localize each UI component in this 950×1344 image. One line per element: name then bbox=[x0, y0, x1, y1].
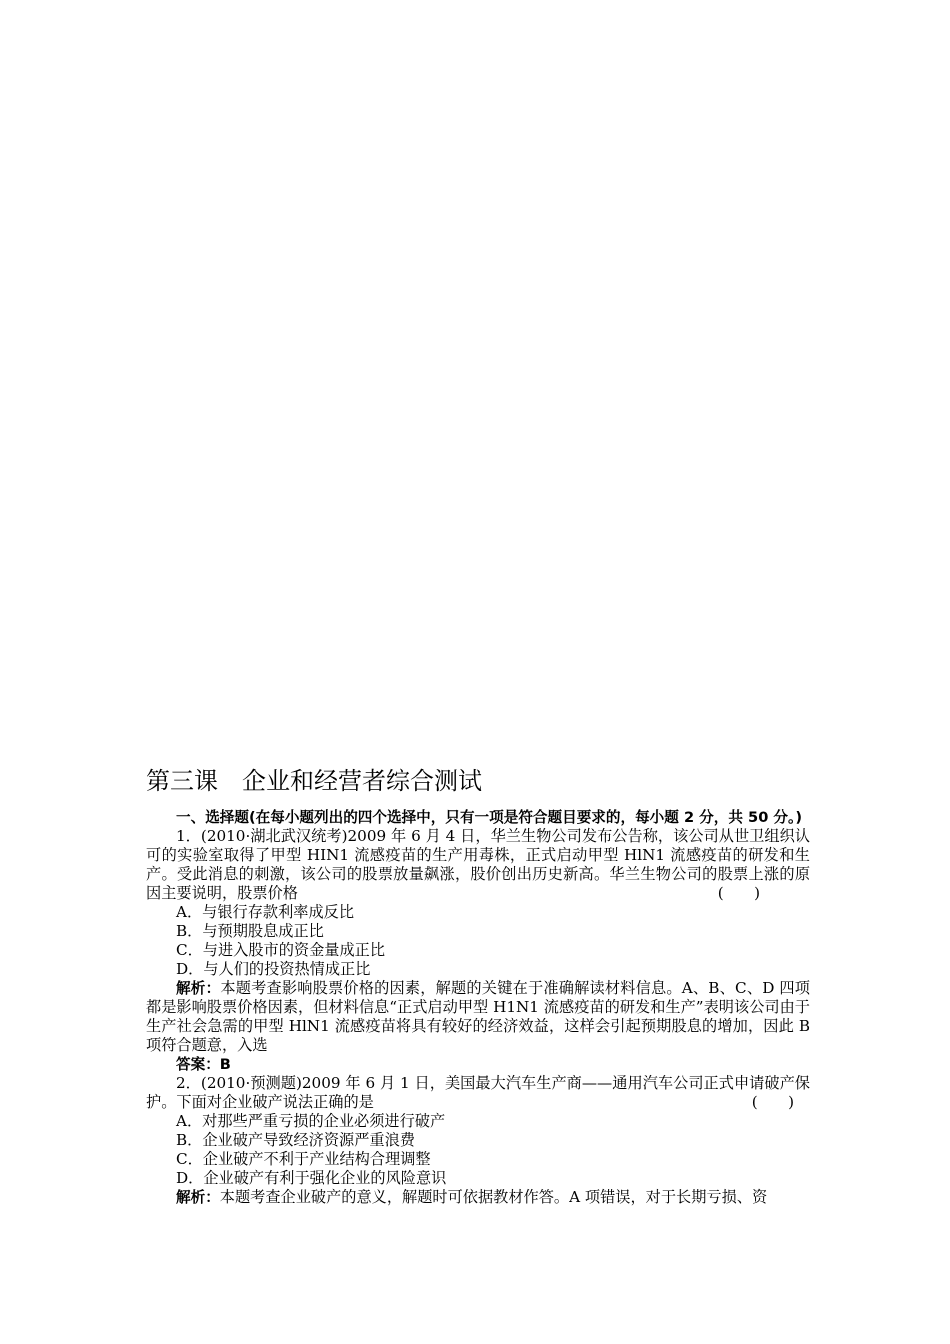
question-2 bbox=[146, 1074, 810, 1207]
question-stem-text: 2．(2010·预测题)2009 年 6 月 1 日，美国最大汽车生产商——通用汽车公司正式申请破产保护。下面对企业破产说法正确的是 bbox=[146, 1074, 810, 1111]
answer bbox=[146, 1055, 810, 1074]
question-stem bbox=[146, 1074, 810, 1112]
analysis-label: 解析： bbox=[176, 1189, 220, 1206]
analysis bbox=[146, 979, 810, 1055]
document-body bbox=[146, 808, 810, 1207]
analysis-label: 解析： bbox=[176, 980, 221, 997]
option-c: C．与进入股市的资金量成正比 bbox=[176, 941, 386, 959]
analysis-text: 本题考查企业破产的意义，解题时可依据教材作答。A 项错误，对于长期亏损、资 bbox=[219, 1188, 768, 1206]
option-b: B．企业破产导致经济资源严重浪费 bbox=[176, 1131, 415, 1149]
option-c: C．企业破产不利于产业结构合理调整 bbox=[176, 1150, 431, 1168]
analysis-text: 本题考查影响股票价格的因素，解题的关键在于准确解读材料信息。A、B、C、D 四项都是影响股票价格因素，但材料信息“正式启动甲型 H1N1 流感疫苗的研发和生产”表明该公司由于生产社会急需的甲型 HlN1 流感疫苗将具有较好的经济效益，这样会引起预期股息的增加，因此 B 项符合题意，入选 bbox=[146, 979, 810, 1054]
answer-value: B bbox=[219, 1056, 231, 1073]
answer-bracket: ( ) bbox=[717, 884, 760, 902]
section-heading: 一、选择题(在每小题列出的四个选择中，只有一项是符合题目要求的，每小题 2 分，共 50 分。) bbox=[176, 809, 802, 826]
option-d: D．与人们的投资热情成正比 bbox=[176, 960, 371, 978]
answer-bracket: ( ) bbox=[751, 1093, 794, 1111]
question-1 bbox=[146, 827, 810, 1074]
option-a: A．与银行存款利率成反比 bbox=[176, 903, 355, 921]
option-b: B．与预期股息成正比 bbox=[176, 922, 324, 940]
option-a: A．对那些严重亏损的企业必须进行破产 bbox=[176, 1112, 446, 1130]
analysis bbox=[146, 1188, 810, 1207]
question-stem bbox=[146, 827, 810, 903]
answer-label: 答案： bbox=[176, 1056, 220, 1073]
option-d: D．企业破产有利于强化企业的风险意识 bbox=[176, 1169, 447, 1187]
question-stem-text: 1．(2010·湖北武汉统考)2009 年 6 月 4 日，华兰生物公司发布公告称，该公司从世卫组织认可的实验室取得了甲型 HIN1 流感疫苗的生产用毒株，正式启动甲型 HlN1 流感疫苗的研发和生产。受此消息的刺激，该公司的股票放量飙涨，股价创出历史新高。华兰生物公司的股票上涨的原因主要说明，股票价格 bbox=[146, 827, 810, 902]
page-title: 第三课 企业和经营者综合测试 bbox=[146, 767, 482, 795]
